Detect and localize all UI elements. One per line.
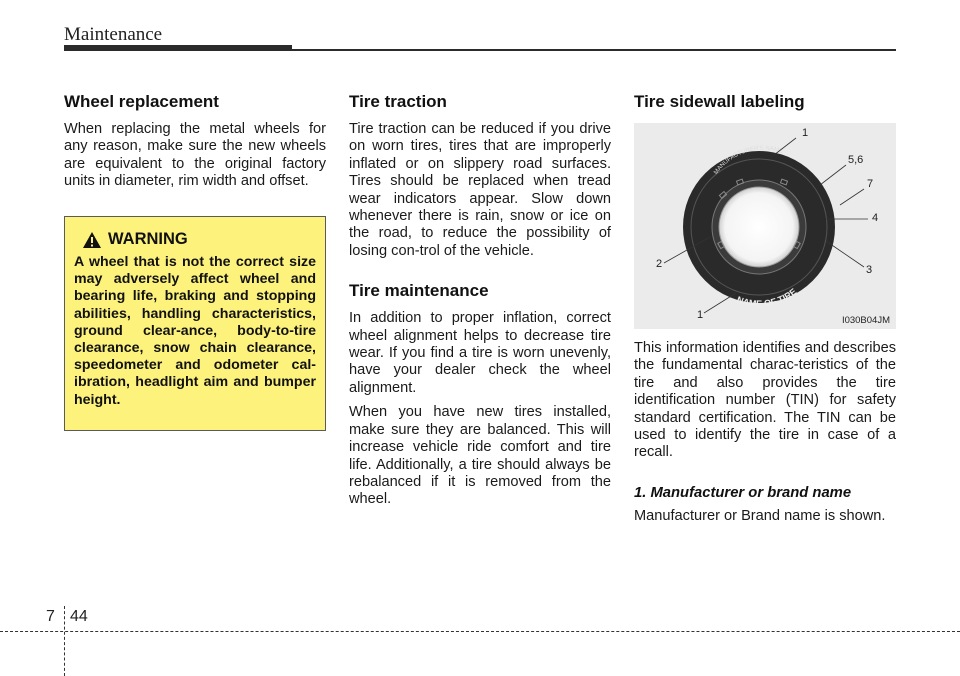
section-title: Maintenance xyxy=(64,24,163,45)
figure-code: I030B04JM xyxy=(841,315,890,326)
wheel-rim xyxy=(719,187,799,267)
callout-4: 4 xyxy=(872,212,879,224)
column-tire-traction xyxy=(349,92,611,509)
subheading-manufacturer: 1. Manufacturer or brand name xyxy=(634,484,852,501)
callout-7: 7 xyxy=(867,178,874,190)
warning-triangle-icon xyxy=(82,231,102,249)
header-rule-thin xyxy=(292,49,896,51)
paragraph-tire-maintenance-2: When you have new tires installed, make sure they are balanced. This will increase vehicle ride comfort and tire life. Additionally, a tire should always be rebalanced if it is removed from the wheel. xyxy=(349,404,611,508)
callout-2: 2 xyxy=(656,258,663,270)
sidewall-labeling-body xyxy=(634,340,896,525)
sidewall-text-top: MANUFACTURER'S NAME xyxy=(713,145,784,176)
paragraph-sidewall-info: This information identifies and describes the fundamental charac-teristics of the tire and also provides the tire identification number (TIN) for safety standard certification. The TIN can be used to identify the tire in case of a recall. xyxy=(634,340,896,461)
column-sidewall-labeling xyxy=(634,92,896,121)
footer-rule xyxy=(0,631,960,632)
tire-sidewall-figure xyxy=(634,123,896,329)
paragraph-manufacturer: Manufacturer or Brand name is shown. xyxy=(634,507,886,524)
callout-5-6: 5,6 xyxy=(848,154,864,166)
heading-tire-maintenance: Tire maintenance xyxy=(349,281,489,301)
chapter-number: 7 xyxy=(46,608,55,625)
heading-tire-traction: Tire traction xyxy=(349,92,447,111)
callout-1-bottom: 1 xyxy=(697,309,704,321)
page-number: 44 xyxy=(70,608,88,625)
warning-title: WARNING xyxy=(108,230,188,248)
footer-divider xyxy=(64,606,65,676)
heading-sidewall-labeling: Tire sidewall labeling xyxy=(634,92,805,111)
warning-box xyxy=(64,216,326,431)
warning-text: A wheel that is not the correct size may adversely affect wheel and bearing life, braking and stopping abilities, handling characteristics, ground clear-ance, body-to-tire clearance, snow chain clearance, speedometer and odometer cal-ibration, headlight aim and bumper height. xyxy=(74,254,316,408)
paragraph-tire-traction: Tire traction can be reduced if you drive on worn tires, tires that are improperly inflated or on slippery road surfaces. Tires should be replaced when tread wear indicators appear. Slow down whenever there is rain, snow or ice on the road, to reduce the possibility of losing con-trol of the vehicle. xyxy=(349,121,611,259)
callout-3: 3 xyxy=(866,264,873,276)
warning-header xyxy=(74,230,316,249)
paragraph-tire-maintenance-1: In addition to proper inflation, correct wheel alignment helps to decrease tire wear. If you find a tire is worn unevenly, have your dealer check the wheel alignment. xyxy=(349,310,611,396)
sidewall-text-bottom: NAME OF TIRE xyxy=(735,286,799,309)
heading-wheel-replacement: Wheel replacement xyxy=(64,92,219,111)
callout-1-top: 1 xyxy=(802,127,809,139)
header-rule-thick xyxy=(64,45,292,51)
column-wheel-replacement xyxy=(64,92,326,191)
paragraph-wheel-replacement: When replacing the metal wheels for any reason, make sure the new wheels are equivalent to the original factory units in diameter, rim width and offset. xyxy=(64,121,326,190)
